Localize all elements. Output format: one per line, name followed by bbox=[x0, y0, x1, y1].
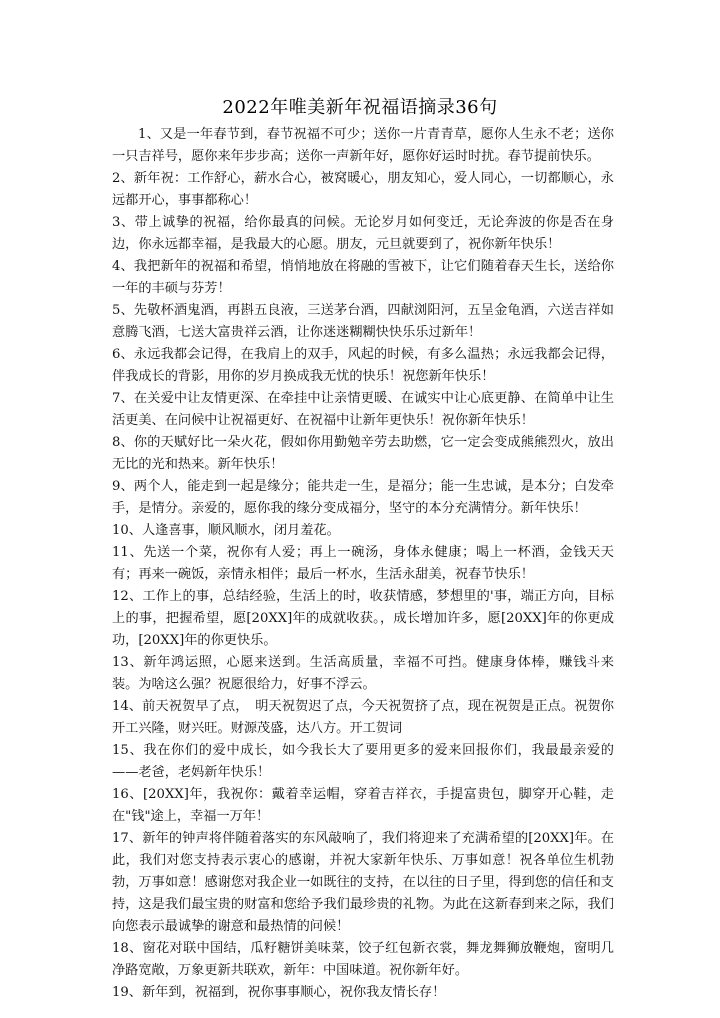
paragraph-12: 12、工作上的事，总结经验，生活上的时，收获情感，梦想里的'事，端正方向，目标上的事，把握希望，愿[20XX]年的成就收获。，成长增加许多，愿[20XX]年的你更成功，[20XX]年的你更快乐。 bbox=[112, 589, 614, 648]
paragraph-19: 19、新年到，祝福到，祝你事事顺心，祝你我友情长存！ bbox=[112, 985, 446, 1000]
paragraph-4: 4、我把新年的祝福和希望，悄悄地放在将融的雪被下，让它们随着春天生长，送给你一年的丰硕与芬芳！ bbox=[112, 259, 614, 296]
paragraph-16: 16、[20XX]年，我祝你：戴着幸运帽，穿着吉祥衣，手提富贵包，脚穿开心鞋，走在"钱"途上，幸福一万年！ bbox=[112, 787, 614, 824]
paragraph-9: 9、两个人，能走到一起是缘分；能共走一生，是福分；能一生忠诚，是本分；白发牵手，是情分。亲爱的，愿你我的缘分变成福分，坚守的本分充满情分。新年快乐！ bbox=[112, 479, 614, 516]
paragraph-7: 7、在关爱中让友情更深、在牵挂中让亲情更暖、在诚实中让心底更静、在简单中让生活更美、在问候中让祝福更好、在祝福中让新年更快乐！祝你新年快乐！ bbox=[112, 391, 614, 428]
paragraph-13: 13、新年鸿运照，心愿来送到。生活高质量，幸福不可挡。健康身体棒，赚钱斗来装。为啥这么强？祝愿很给力，好事不浮云。 bbox=[112, 655, 614, 692]
paragraph-11: 11、先送一个菜，祝你有人爱；再上一碗汤，身体永健康；喝上一杯酒，金钱天天有；再来一碗饭，亲情永相伴；最后一杯水，生活永甜美，祝春节快乐！ bbox=[112, 545, 614, 582]
paragraph-8: 8、你的天赋好比一朵火花，假如你用勤勉辛劳去助燃，它一定会变成熊熊烈火，放出无比的光和热来。新年快乐！ bbox=[112, 435, 614, 472]
paragraph-5: 5、先敬杯酒鬼酒，再斟五良液，三送茅台酒，四献浏阳河，五呈金龟酒，六送吉祥如意腾飞酒，七送大富贵祥云酒，让你迷迷糊糊快快乐乐过新年！ bbox=[112, 303, 614, 340]
paragraph-2: 2、新年祝：工作舒心，薪水合心，被窝暖心，朋友知心，爱人同心，一切都顺心，永远都开心，事事都称心！ bbox=[112, 171, 614, 208]
paragraph-18: 18、窗花对联中国结，瓜籽糖饼美味菜，饺子红包新衣裳，舞龙舞狮放鞭炮，窗明几净路宽敞，万象更新共联欢，新年：中国味道。祝你新年好。 bbox=[112, 941, 614, 978]
paragraph-15: 15、我在你们的爱中成长，如今我长大了要用更多的爱来回报你们，我最最亲爱的——老爸，老妈新年快乐！ bbox=[112, 743, 614, 780]
paragraph-10: 10、人逢喜事，顺风顺水，闭月羞花。 bbox=[112, 523, 340, 538]
paragraph-3: 3、带上诚挚的祝福，给你最真的问候。无论岁月如何变迁，无论奔波的你是否在身边，你永远都幸福，是我最大的心愿。朋友，元旦就要到了，祝你新年快乐！ bbox=[112, 215, 614, 252]
paragraph-1: 1、又是一年春节到，春节祝福不可少；送你一片青青草，愿你人生永不老；送你一只吉祥号，愿你来年步步高；送你一声新年好，愿你好运时时扰。春节提前快乐。 bbox=[112, 127, 614, 164]
document-title: 2022年唯美新年祝福语摘录36句 bbox=[222, 97, 498, 118]
paragraph-17: 17、新年的钟声将伴随着落实的东风敲响了，我们将迎来了充满希望的[20XX]年。在此，我们对您支持表示衷心的感谢，并祝大家新年快乐、万事如意！祝各单位生机勃勃，万事如意！感谢您对我企业一如既往的支持，在以往的日子里，得到您的信任和支持，这是我们最宝贵的财富和您给予我们最珍贵的礼物。为此在这新春到来之际，我们向您表示最诚挚的谢意和最热情的问候！ bbox=[112, 831, 614, 934]
document-body bbox=[112, 124, 614, 1004]
paragraph-6: 6、永远我都会记得，在我肩上的双手，风起的时候，有多么温热；永远我都会记得，伴我成长的背影，用你的岁月换成我无忧的快乐！祝您新年快乐！ bbox=[112, 347, 614, 384]
paragraph-14: 14、前天祝贺早了点， 明天祝贺迟了点，今天祝贺挤了点，现在祝贺是正点。祝贺你开工兴隆，财兴旺。财源茂盛，达八方。开工贺词 bbox=[112, 699, 614, 736]
